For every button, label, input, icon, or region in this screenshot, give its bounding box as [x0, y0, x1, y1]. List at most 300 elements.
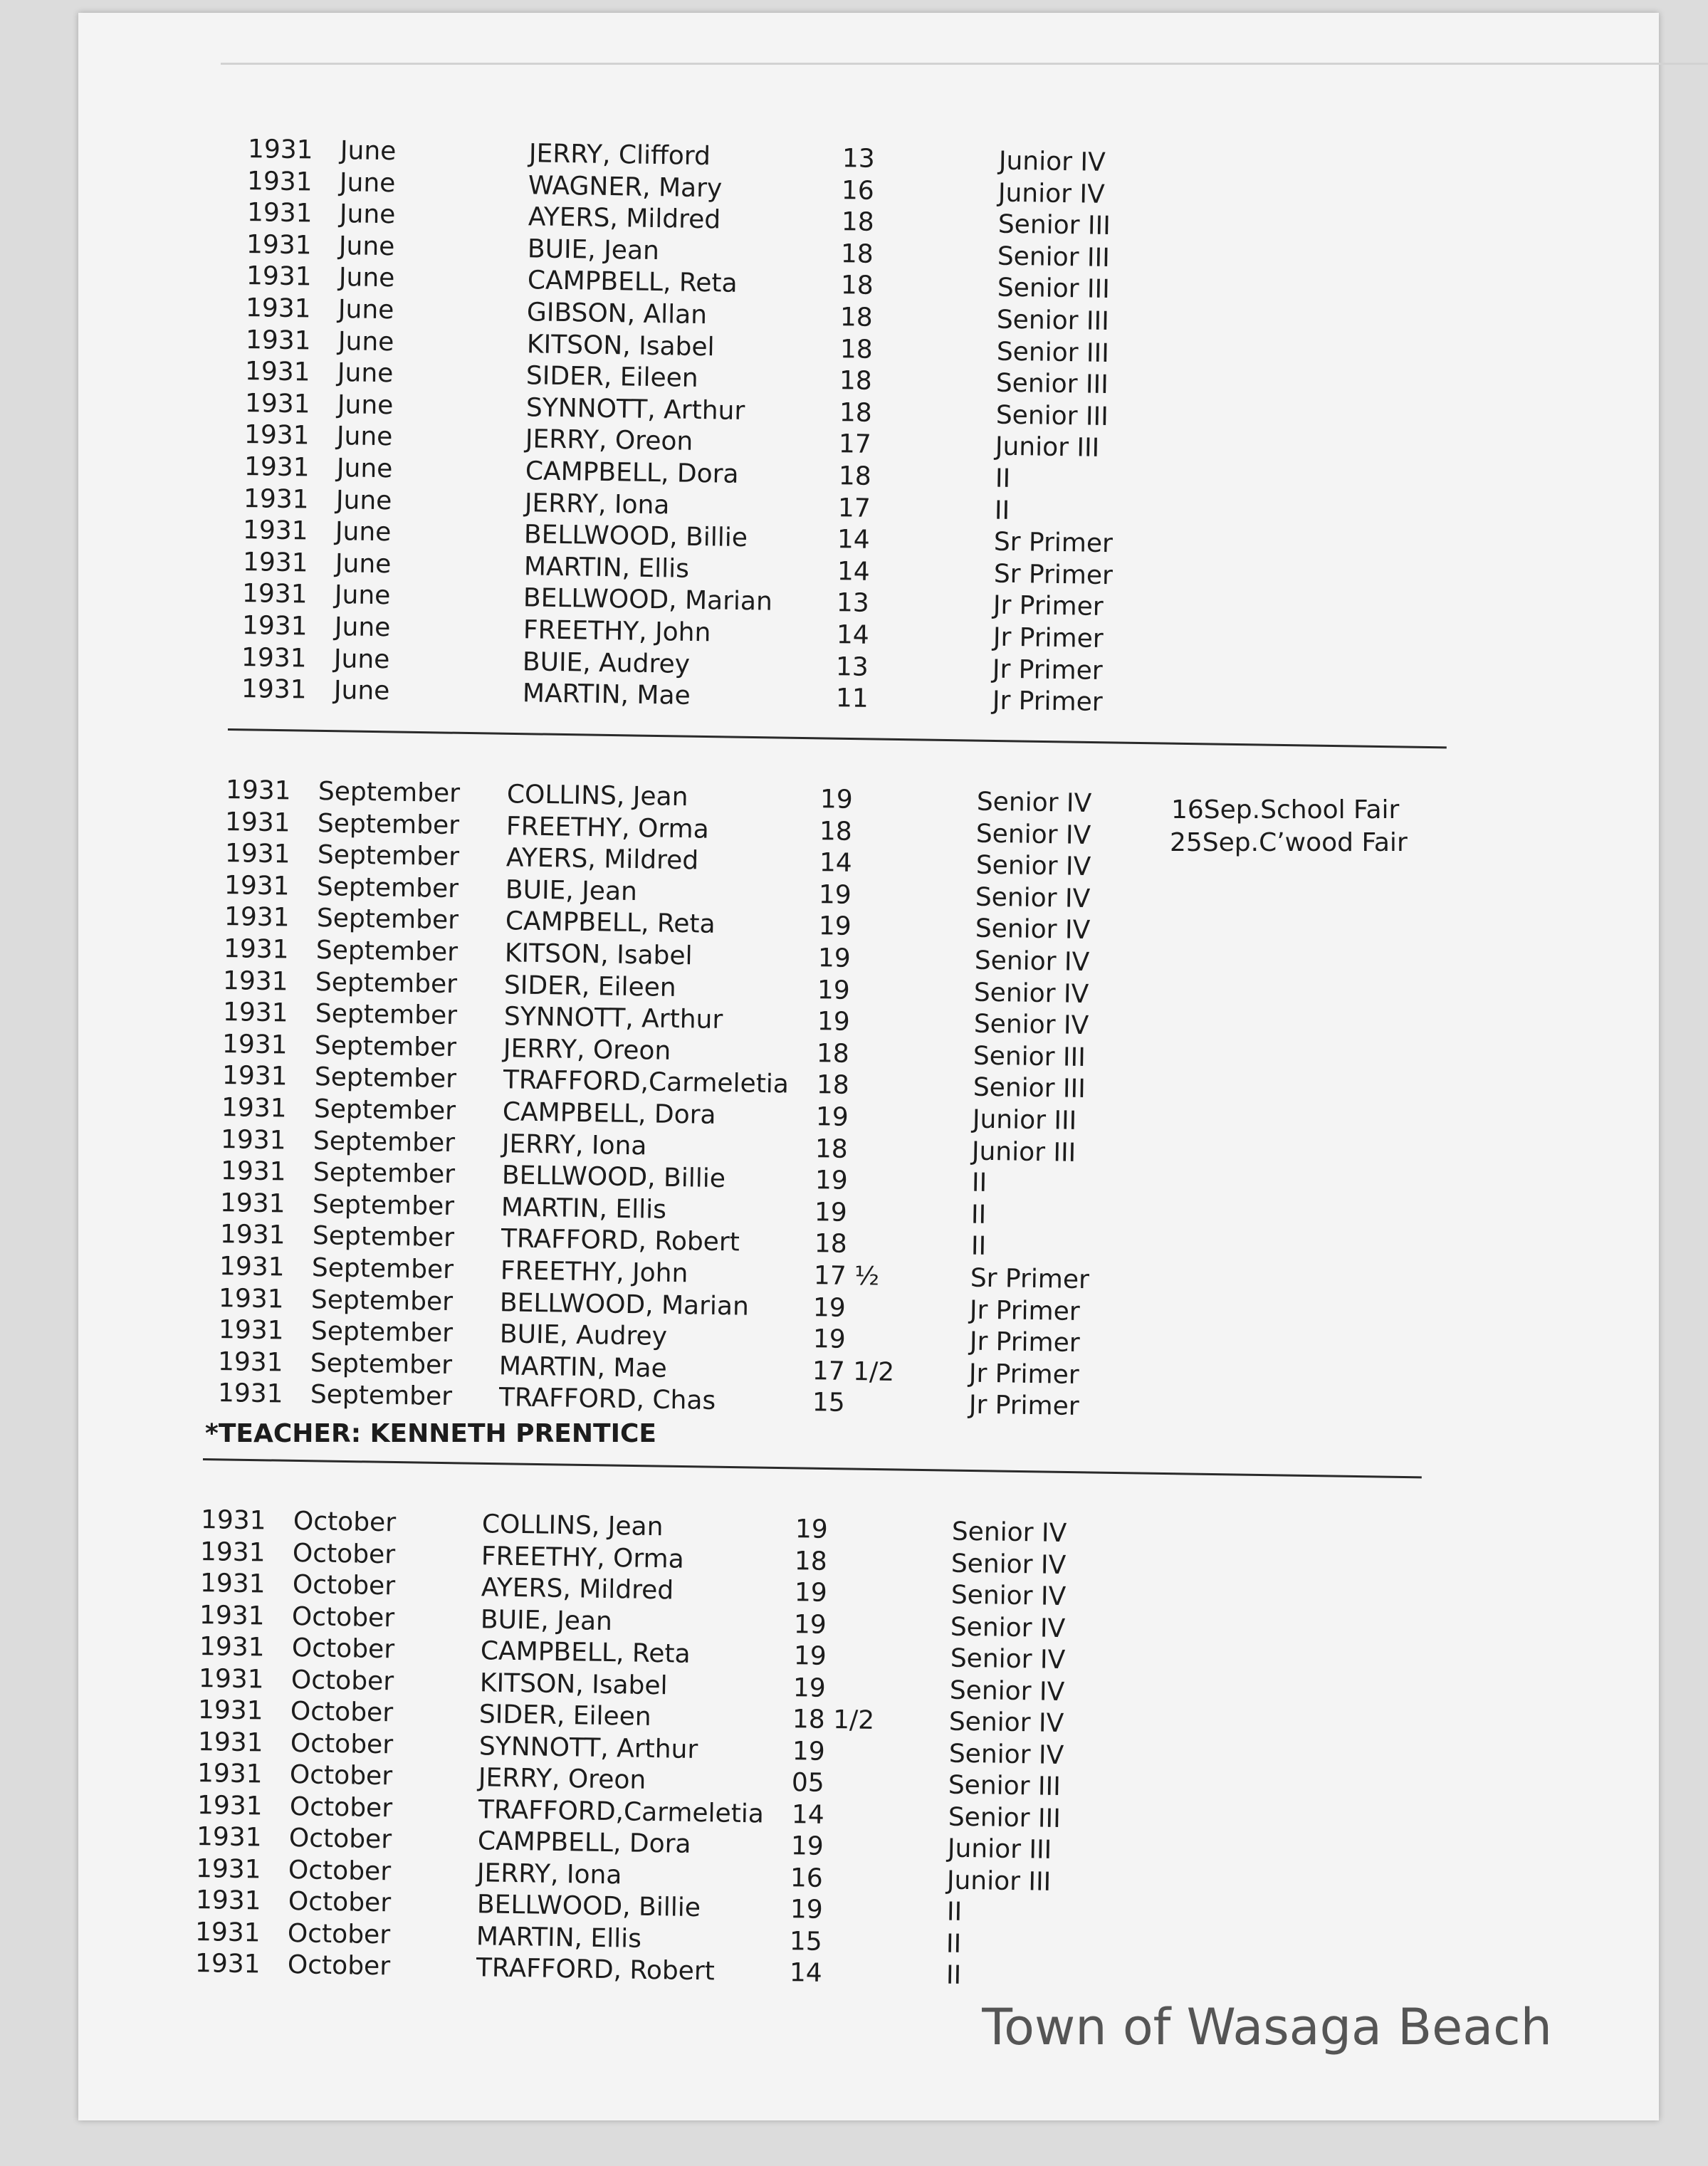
year-cell: 1931	[246, 261, 312, 292]
name-cell: TRAFFORD,Carmeletia	[478, 1794, 764, 1829]
age-cell: 19	[793, 1609, 827, 1640]
month-cell: June	[339, 199, 396, 230]
table-row	[197, 1727, 1064, 1770]
month-cell: September	[318, 808, 460, 840]
age-cell: 19	[795, 1514, 829, 1544]
table-row	[221, 1029, 1086, 1072]
year-cell: 1931	[221, 1061, 288, 1092]
grade-cell: Senior IV	[950, 1580, 1067, 1612]
month-cell: September	[314, 1030, 457, 1062]
grade-cell: Senior III	[997, 273, 1110, 305]
month-cell: September	[313, 1094, 456, 1126]
age-cell: 13	[842, 144, 876, 174]
year-cell: 1931	[241, 611, 308, 642]
grade-cell: Junior III	[995, 431, 1100, 464]
name-cell: BELLWOOD, Billie	[524, 520, 748, 553]
year-cell: 1931	[246, 229, 313, 261]
name-cell: BELLWOOD, Marian	[500, 1287, 750, 1322]
grade-cell: Senior III	[948, 1770, 1062, 1802]
month-cell: October	[293, 1538, 396, 1569]
table-row	[224, 838, 1091, 882]
grade-cell: Senior III	[995, 400, 1109, 431]
age-cell: 18	[839, 334, 873, 365]
grade-cell: Senior IV	[951, 1517, 1067, 1549]
age-cell: 17	[838, 429, 872, 460]
age-cell: 16	[790, 1863, 824, 1893]
month-cell: September	[311, 1285, 454, 1317]
grade-cell: Senior IV	[950, 1612, 1066, 1643]
month-cell: October	[289, 1760, 393, 1791]
year-cell: 1931	[247, 166, 313, 197]
name-cell: JERRY, Oreon	[503, 1034, 671, 1066]
grade-cell: Junior IV	[998, 146, 1106, 177]
grade-cell: Junior III	[972, 1104, 1077, 1136]
month-cell: June	[338, 263, 395, 293]
table-row	[247, 166, 1106, 209]
year-cell: 1931	[219, 1188, 286, 1219]
grade-cell: Senior III	[996, 337, 1109, 368]
grade-cell: Senior III	[973, 1072, 1086, 1104]
age-cell: 19	[818, 911, 852, 942]
month-cell: June	[340, 136, 397, 167]
name-cell: SYNNOTT, Arthur	[525, 393, 745, 426]
year-cell: 1931	[243, 452, 310, 483]
table-row	[225, 807, 1091, 850]
month-cell: September	[312, 1221, 454, 1253]
name-cell: CAMPBELL, Dora	[502, 1097, 716, 1130]
age-cell: 14	[837, 525, 871, 555]
month-cell: June	[335, 485, 392, 516]
year-cell: 1931	[223, 966, 289, 997]
table-row	[241, 578, 1104, 622]
age-cell: 19	[792, 1736, 825, 1767]
grade-cell: Junior IV	[997, 178, 1106, 209]
month-cell: September	[313, 1158, 456, 1190]
age-cell: 17 ½	[813, 1261, 880, 1292]
name-cell: WAGNER, Mary	[528, 170, 723, 204]
age-cell: 17 1/2	[812, 1356, 895, 1387]
document-page	[78, 13, 1659, 2120]
table-row	[246, 229, 1111, 273]
year-cell: 1931	[200, 1505, 266, 1536]
name-cell: SIDER, Eileen	[525, 361, 699, 394]
table-row	[194, 1948, 962, 1990]
year-cell: 1931	[243, 516, 309, 546]
year-cell: 1931	[224, 902, 290, 933]
month-cell: September	[314, 1062, 456, 1094]
grade-cell: Jr Primer	[992, 590, 1104, 622]
year-cell: 1931	[199, 1600, 266, 1631]
grade-cell: Senior IV	[950, 1643, 1066, 1675]
age-cell: 11	[835, 684, 869, 714]
name-cell: MARTIN, Mae	[498, 1351, 668, 1383]
age-cell: 18	[816, 1038, 850, 1069]
grade-cell: Senior IV	[948, 1739, 1064, 1770]
grade-cell: Sr Primer	[993, 527, 1114, 559]
year-cell: 1931	[217, 1346, 284, 1378]
month-cell: September	[315, 967, 458, 999]
table-row	[241, 642, 1104, 686]
grade-cell: Senior IV	[976, 787, 1092, 819]
age-cell: 19	[817, 1007, 850, 1037]
grade-cell: Senior IV	[948, 1707, 1064, 1739]
month-cell: September	[313, 1126, 456, 1158]
age-cell: 19	[790, 1895, 823, 1925]
year-cell: 1931	[199, 1569, 266, 1599]
grade-cell: Senior IV	[975, 819, 1091, 850]
grade-cell: Jr Primer	[992, 622, 1104, 654]
year-cell: 1931	[224, 839, 290, 869]
year-cell: 1931	[198, 1695, 264, 1726]
month-cell: June	[336, 454, 393, 484]
grade-cell: Sr Primer	[970, 1263, 1090, 1295]
month-cell: June	[334, 580, 392, 611]
age-cell: 18	[839, 397, 872, 428]
month-cell: October	[288, 1824, 392, 1855]
grade-cell: Senior III	[997, 241, 1111, 273]
month-cell: June	[337, 326, 394, 357]
table-row	[246, 197, 1111, 241]
age-cell: 19	[819, 785, 854, 815]
grade-cell: Senior IV	[975, 850, 1091, 882]
name-cell: COLLINS, Jean	[506, 780, 688, 812]
table-row	[220, 1156, 987, 1198]
name-cell: GIBSON, Allan	[526, 298, 708, 330]
table-row	[244, 388, 1109, 431]
year-cell: 1931	[243, 483, 309, 515]
name-cell: FREETHY, Orma	[506, 811, 710, 844]
name-cell: BELLWOOD, Billie	[476, 1890, 701, 1923]
name-cell: TRAFFORD, Chas	[498, 1383, 716, 1416]
grade-cell: Senior IV	[949, 1675, 1065, 1707]
name-cell: AYERS, Mildred	[528, 202, 721, 235]
grade-cell: Jr Primer	[968, 1359, 1080, 1390]
age-cell: 18	[841, 207, 874, 238]
grade-cell: II	[945, 1929, 962, 1959]
grade-cell: Senior IV	[974, 946, 1090, 978]
table-row	[198, 1695, 1064, 1739]
age-cell: 18 1/2	[792, 1705, 875, 1735]
table-row	[223, 966, 1089, 1009]
year-cell: 1931	[222, 998, 288, 1028]
year-cell: 1931	[244, 388, 310, 419]
table-row	[200, 1537, 1067, 1580]
name-cell: JERRY, Iona	[524, 488, 670, 520]
year-cell: 1931	[246, 198, 313, 229]
year-cell: 1931	[217, 1378, 283, 1409]
age-cell: 18	[819, 816, 853, 847]
table-row	[218, 1314, 1080, 1359]
name-cell: BUIE, Jean	[505, 875, 638, 906]
age-cell: 13	[835, 652, 869, 682]
name-cell: FREETHY, John	[523, 615, 711, 648]
name-cell: SIDER, Eileen	[479, 1700, 652, 1732]
grade-cell: II	[945, 1960, 962, 1990]
age-cell: 19	[815, 1102, 849, 1132]
watermark-text: Town of Wasaga Beach	[982, 1998, 1552, 2056]
year-cell: 1931	[245, 325, 311, 356]
grade-cell: II	[970, 1200, 987, 1230]
grade-cell: Senior III	[973, 1041, 1086, 1072]
month-cell: October	[290, 1728, 394, 1759]
table-row	[243, 483, 1010, 525]
month-cell: October	[288, 1887, 392, 1918]
year-cell: 1931	[223, 934, 289, 965]
year-cell: 1931	[225, 775, 291, 806]
grade-cell: Senior IV	[973, 1009, 1089, 1041]
name-cell: COLLINS, Jean	[481, 1510, 664, 1542]
name-cell: CAMPBELL, Reta	[480, 1636, 691, 1669]
month-cell: September	[312, 1189, 455, 1221]
month-cell: October	[290, 1665, 394, 1696]
year-cell: 1931	[196, 1822, 262, 1853]
name-cell: CAMPBELL, Reta	[505, 906, 716, 940]
grade-cell: Junior III	[947, 1833, 1052, 1865]
age-cell: 19	[818, 879, 852, 910]
table-row	[217, 1346, 1080, 1390]
month-cell: June	[337, 295, 394, 325]
month-cell: October	[287, 1918, 391, 1950]
grade-cell: Senior IV	[950, 1549, 1067, 1580]
name-cell: FREETHY, John	[500, 1256, 688, 1289]
name-cell: KITSON, Isabel	[526, 329, 715, 362]
year-cell: 1931	[197, 1727, 263, 1757]
name-cell: KITSON, Isabel	[479, 1668, 668, 1700]
age-cell: 18	[814, 1134, 849, 1164]
month-cell: September	[310, 1317, 454, 1349]
grade-cell: II	[995, 464, 1010, 493]
age-cell: 16	[842, 175, 875, 206]
table-row	[219, 1251, 1090, 1295]
month-cell: October	[292, 1570, 396, 1601]
name-cell: SYNNOTT, Arthur	[503, 1002, 723, 1035]
table-row	[199, 1600, 1066, 1643]
year-cell: 1931	[243, 420, 310, 451]
year-cell: 1931	[219, 1252, 285, 1282]
grade-cell: Junior III	[946, 1866, 1052, 1897]
age-cell: 19	[812, 1292, 847, 1323]
month-cell: June	[334, 612, 391, 643]
table-row	[219, 1219, 987, 1262]
grade-cell: Jr Primer	[992, 654, 1104, 686]
month-cell: September	[311, 1253, 454, 1285]
month-cell: June	[337, 389, 394, 421]
year-cell: 1931	[220, 1156, 286, 1187]
month-cell: October	[287, 1950, 390, 1982]
age-cell: 14	[789, 1958, 822, 1988]
table-row	[199, 1568, 1067, 1612]
name-cell: AYERS, Mildred	[481, 1573, 674, 1606]
year-cell: 1931	[241, 674, 307, 705]
year-cell: 1931	[241, 579, 308, 609]
age-cell: 19	[793, 1641, 827, 1671]
year-cell: 1931	[218, 1315, 284, 1346]
name-cell: CAMPBELL, Reta	[527, 266, 738, 299]
year-cell: 1931	[224, 870, 290, 901]
year-cell: 1931	[221, 1029, 288, 1060]
age-cell: 18	[794, 1546, 828, 1576]
name-cell: JERRY, Iona	[477, 1858, 623, 1890]
month-cell: June	[339, 231, 396, 262]
month-cell: October	[291, 1633, 394, 1665]
grade-cell: Senior III	[997, 209, 1111, 241]
table-row	[194, 1917, 962, 1959]
grade-cell: Jr Primer	[968, 1390, 1079, 1422]
age-cell: 19	[794, 1578, 827, 1608]
month-cell: June	[340, 167, 397, 198]
year-cell: 1931	[242, 547, 308, 578]
grade-cell: Jr Primer	[969, 1295, 1081, 1327]
grade-cell: Senior III	[948, 1802, 1061, 1833]
table-row	[224, 870, 1091, 914]
year-cell: 1931	[219, 1283, 285, 1314]
month-cell: October	[290, 1697, 394, 1728]
grade-cell: II	[994, 496, 1010, 525]
name-cell: BUIE, Audrey	[499, 1319, 668, 1352]
age-cell: 19	[792, 1673, 827, 1703]
name-cell: TRAFFORD, Robert	[476, 1953, 715, 1987]
month-cell: September	[315, 936, 459, 968]
name-cell: MARTIN, Ellis	[501, 1193, 667, 1225]
grade-cell: Senior III	[996, 305, 1110, 337]
month-cell: June	[336, 422, 393, 452]
year-cell: 1931	[195, 1885, 261, 1916]
year-cell: 1931	[196, 1853, 262, 1884]
grade-cell: Junior III	[971, 1136, 1076, 1168]
month-cell: October	[291, 1601, 395, 1633]
age-cell: 18	[814, 1229, 847, 1260]
name-cell: BELLWOOD, Billie	[501, 1161, 726, 1194]
month-cell: September	[316, 904, 459, 936]
table-row	[243, 419, 1100, 464]
name-cell: TRAFFORD, Robert	[501, 1224, 740, 1257]
table-row	[243, 451, 1010, 493]
grade-cell: II	[970, 1231, 987, 1262]
name-cell: SYNNOTT, Arthur	[478, 1731, 698, 1764]
event-note-school-fair: 16Sep.School Fair	[1171, 795, 1400, 825]
name-cell: CAMPBELL, Dora	[477, 1826, 691, 1859]
month-cell: June	[335, 548, 392, 580]
table-row	[217, 1378, 1079, 1422]
age-cell: 14	[819, 848, 852, 879]
age-cell: 14	[791, 1799, 824, 1830]
name-cell: JERRY, Oreon	[478, 1763, 646, 1795]
month-cell: June	[335, 517, 392, 548]
age-cell: 18	[839, 303, 874, 333]
age-cell: 17	[837, 493, 871, 523]
name-cell: BELLWOOD, Marian	[523, 583, 773, 617]
grade-cell: Jr Primer	[969, 1327, 1080, 1359]
grade-cell: Sr Primer	[993, 559, 1114, 590]
year-cell: 1931	[244, 357, 311, 387]
year-cell: 1931	[221, 1093, 287, 1124]
grade-cell: Senior IV	[975, 914, 1091, 946]
name-cell: BUIE, Audrey	[522, 647, 691, 679]
grade-cell: II	[946, 1897, 963, 1927]
event-note-cwood-fair: 25Sep.C’wood Fair	[1170, 828, 1408, 857]
name-cell: JERRY, Oreon	[525, 424, 693, 457]
year-cell: 1931	[194, 1949, 261, 1979]
table-row	[241, 610, 1104, 654]
teacher-note: *TEACHER: KENNETH PRENTICE	[205, 1419, 656, 1448]
name-cell: MARTIN, Ellis	[523, 552, 690, 584]
age-cell: 14	[837, 556, 870, 587]
age-cell: 18	[840, 239, 874, 269]
name-cell: FREETHY, Orma	[481, 1541, 685, 1574]
name-cell: KITSON, Isabel	[504, 938, 693, 971]
grade-cell: Senior III	[995, 368, 1109, 400]
name-cell: SIDER, Eileen	[504, 970, 677, 1003]
table-row	[221, 1060, 1086, 1104]
age-cell: 18	[839, 366, 873, 397]
age-cell: 19	[814, 1166, 848, 1196]
table-row	[245, 325, 1109, 368]
age-cell: 19	[790, 1831, 824, 1861]
month-cell: June	[337, 358, 394, 389]
year-cell: 1931	[247, 135, 313, 165]
table-row	[196, 1853, 1052, 1897]
year-cell: 1931	[245, 293, 312, 324]
age-cell: 19	[814, 1197, 848, 1228]
table-row	[195, 1885, 963, 1927]
table-row	[221, 1092, 1077, 1136]
age-cell: 19	[817, 943, 852, 973]
table-row	[222, 997, 1089, 1041]
grade-cell: Jr Primer	[992, 686, 1103, 718]
year-cell: 1931	[200, 1537, 266, 1567]
month-cell: June	[333, 676, 390, 706]
month-cell: June	[333, 644, 390, 674]
age-cell: 05	[791, 1768, 825, 1798]
table-row	[219, 1188, 987, 1230]
month-cell: October	[288, 1855, 392, 1886]
age-cell: 15	[789, 1926, 823, 1957]
age-cell: 19	[817, 975, 851, 1005]
age-cell: 18	[816, 1070, 849, 1101]
grade-cell: Senior IV	[973, 978, 1089, 1009]
year-cell: 1931	[225, 807, 291, 838]
age-cell: 13	[836, 588, 870, 619]
year-cell: 1931	[197, 1790, 263, 1821]
month-cell: October	[289, 1791, 392, 1823]
age-cell: 18	[840, 271, 874, 301]
grade-cell: II	[971, 1168, 987, 1198]
table-row	[244, 356, 1109, 400]
grade-cell: Senior IV	[975, 882, 1091, 914]
month-cell: October	[293, 1507, 397, 1538]
year-cell: 1931	[219, 1220, 285, 1250]
table-row	[197, 1758, 1062, 1802]
age-cell: 19	[812, 1324, 846, 1355]
year-cell: 1931	[199, 1632, 265, 1663]
name-cell: AYERS, Mildred	[505, 843, 699, 876]
year-cell: 1931	[221, 1124, 287, 1156]
month-cell: September	[310, 1348, 453, 1380]
month-cell: September	[316, 872, 459, 904]
name-cell: MARTIN, Mae	[522, 679, 691, 711]
month-cell: September	[318, 777, 461, 809]
name-cell: MARTIN, Ellis	[476, 1921, 642, 1954]
age-cell: 18	[838, 461, 871, 491]
name-cell: BUIE, Jean	[480, 1604, 613, 1636]
name-cell: TRAFFORD,Carmeletia	[503, 1065, 789, 1099]
name-cell: JERRY, Iona	[502, 1129, 648, 1161]
year-cell: 1931	[241, 642, 308, 674]
name-cell: JERRY, Clifford	[528, 139, 711, 172]
month-cell: September	[315, 999, 458, 1031]
year-cell: 1931	[194, 1917, 261, 1947]
table-row	[242, 547, 1114, 590]
